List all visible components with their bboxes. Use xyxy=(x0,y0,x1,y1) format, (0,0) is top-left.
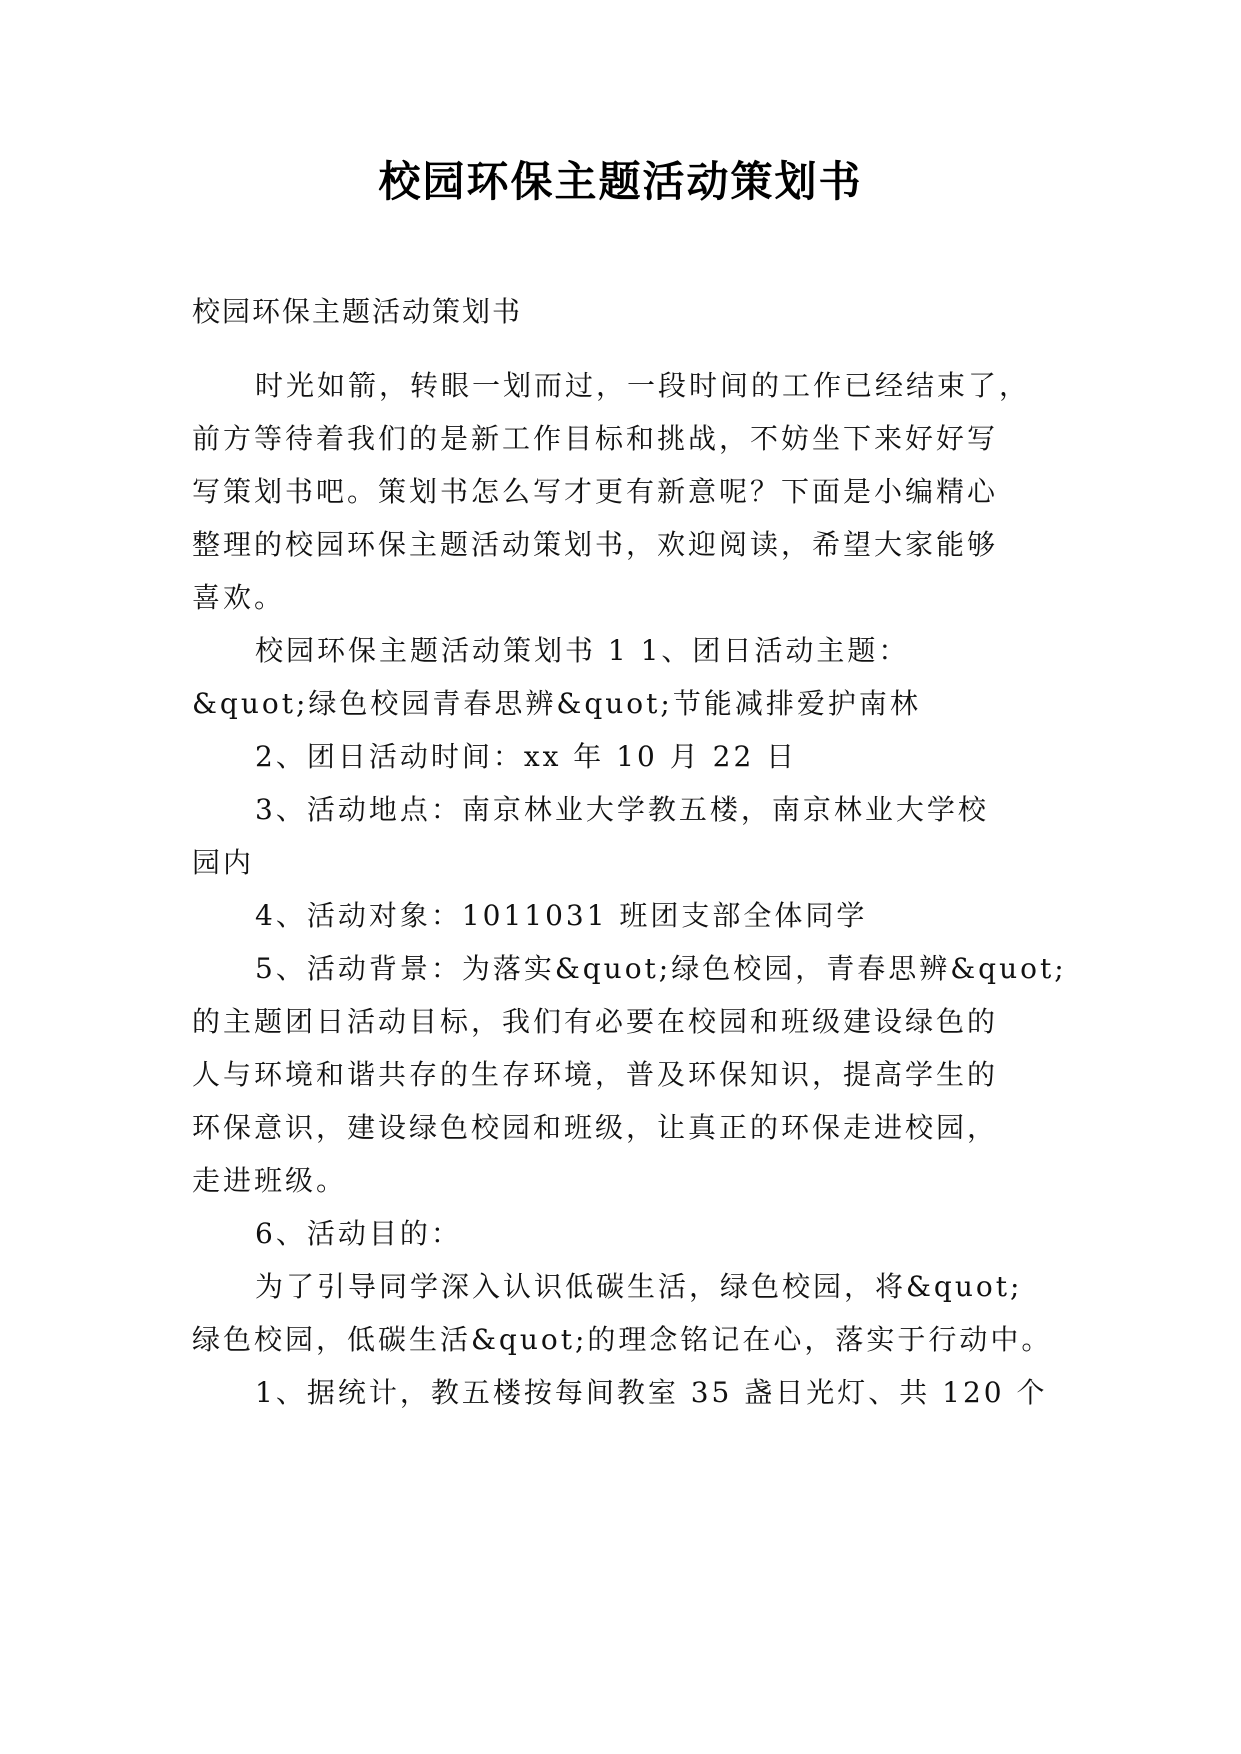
paragraph-line: 写策划书吧。策划书怎么写才更有新意呢？下面是小编精心 xyxy=(192,475,999,508)
paragraph-line: 前方等待着我们的是新工作目标和挑战，不妨坐下来好好写 xyxy=(192,422,999,455)
paragraph-line: 3、活动地点：南京林业大学教五楼，南京林业大学校 xyxy=(255,793,989,826)
paragraph-line: 整理的校园环保主题活动策划书，欢迎阅读，希望大家能够 xyxy=(192,528,999,561)
paragraph-line: 为了引导同学深入认识低碳生活，绿色校园，将&quot; xyxy=(255,1270,1023,1303)
paragraph-line: 人与环境和谐共存的生存环境，普及环保知识，提高学生的 xyxy=(192,1058,999,1091)
paragraph-line: 5、活动背景：为落实&quot;绿色校园，青春思辨&quot; xyxy=(255,952,1067,985)
paragraph-line: 绿色校园，低碳生活&quot;的理念铭记在心，落实于行动中。 xyxy=(192,1323,1053,1356)
paragraph-line: 时光如箭，转眼一划而过，一段时间的工作已经结束了， xyxy=(255,369,1031,402)
paragraph-line: 4、活动对象：1011031 班团支部全体同学 xyxy=(255,899,868,932)
paragraph-line: 6、活动目的： xyxy=(255,1217,462,1250)
paragraph-line: 园内 xyxy=(192,846,255,879)
paragraph-line: 校园环保主题活动策划书 1 1、团日活动主题： xyxy=(255,634,910,667)
paragraph-line: 的主题团日活动目标，我们有必要在校园和班级建设绿色的 xyxy=(192,1005,999,1038)
document-subtitle: 校园环保主题活动策划书 xyxy=(192,295,523,328)
paragraph-line: &quot;绿色校园青春思辨&quot;节能减排爱护南林 xyxy=(192,687,921,720)
paragraph-line: 2、团日活动时间：xx 年 10 月 22 日 xyxy=(255,740,798,773)
paragraph-line: 1、据统计，教五楼按每间教室 35 盏日光灯、共 120 个 xyxy=(255,1376,1048,1409)
document-title: 校园环保主题活动策划书 xyxy=(378,157,863,206)
paragraph-line: 喜欢。 xyxy=(192,581,286,614)
paragraph-line: 走进班级。 xyxy=(192,1164,348,1197)
paragraph-line: 环保意识，建设绿色校园和班级，让真正的环保走进校园， xyxy=(192,1111,999,1144)
